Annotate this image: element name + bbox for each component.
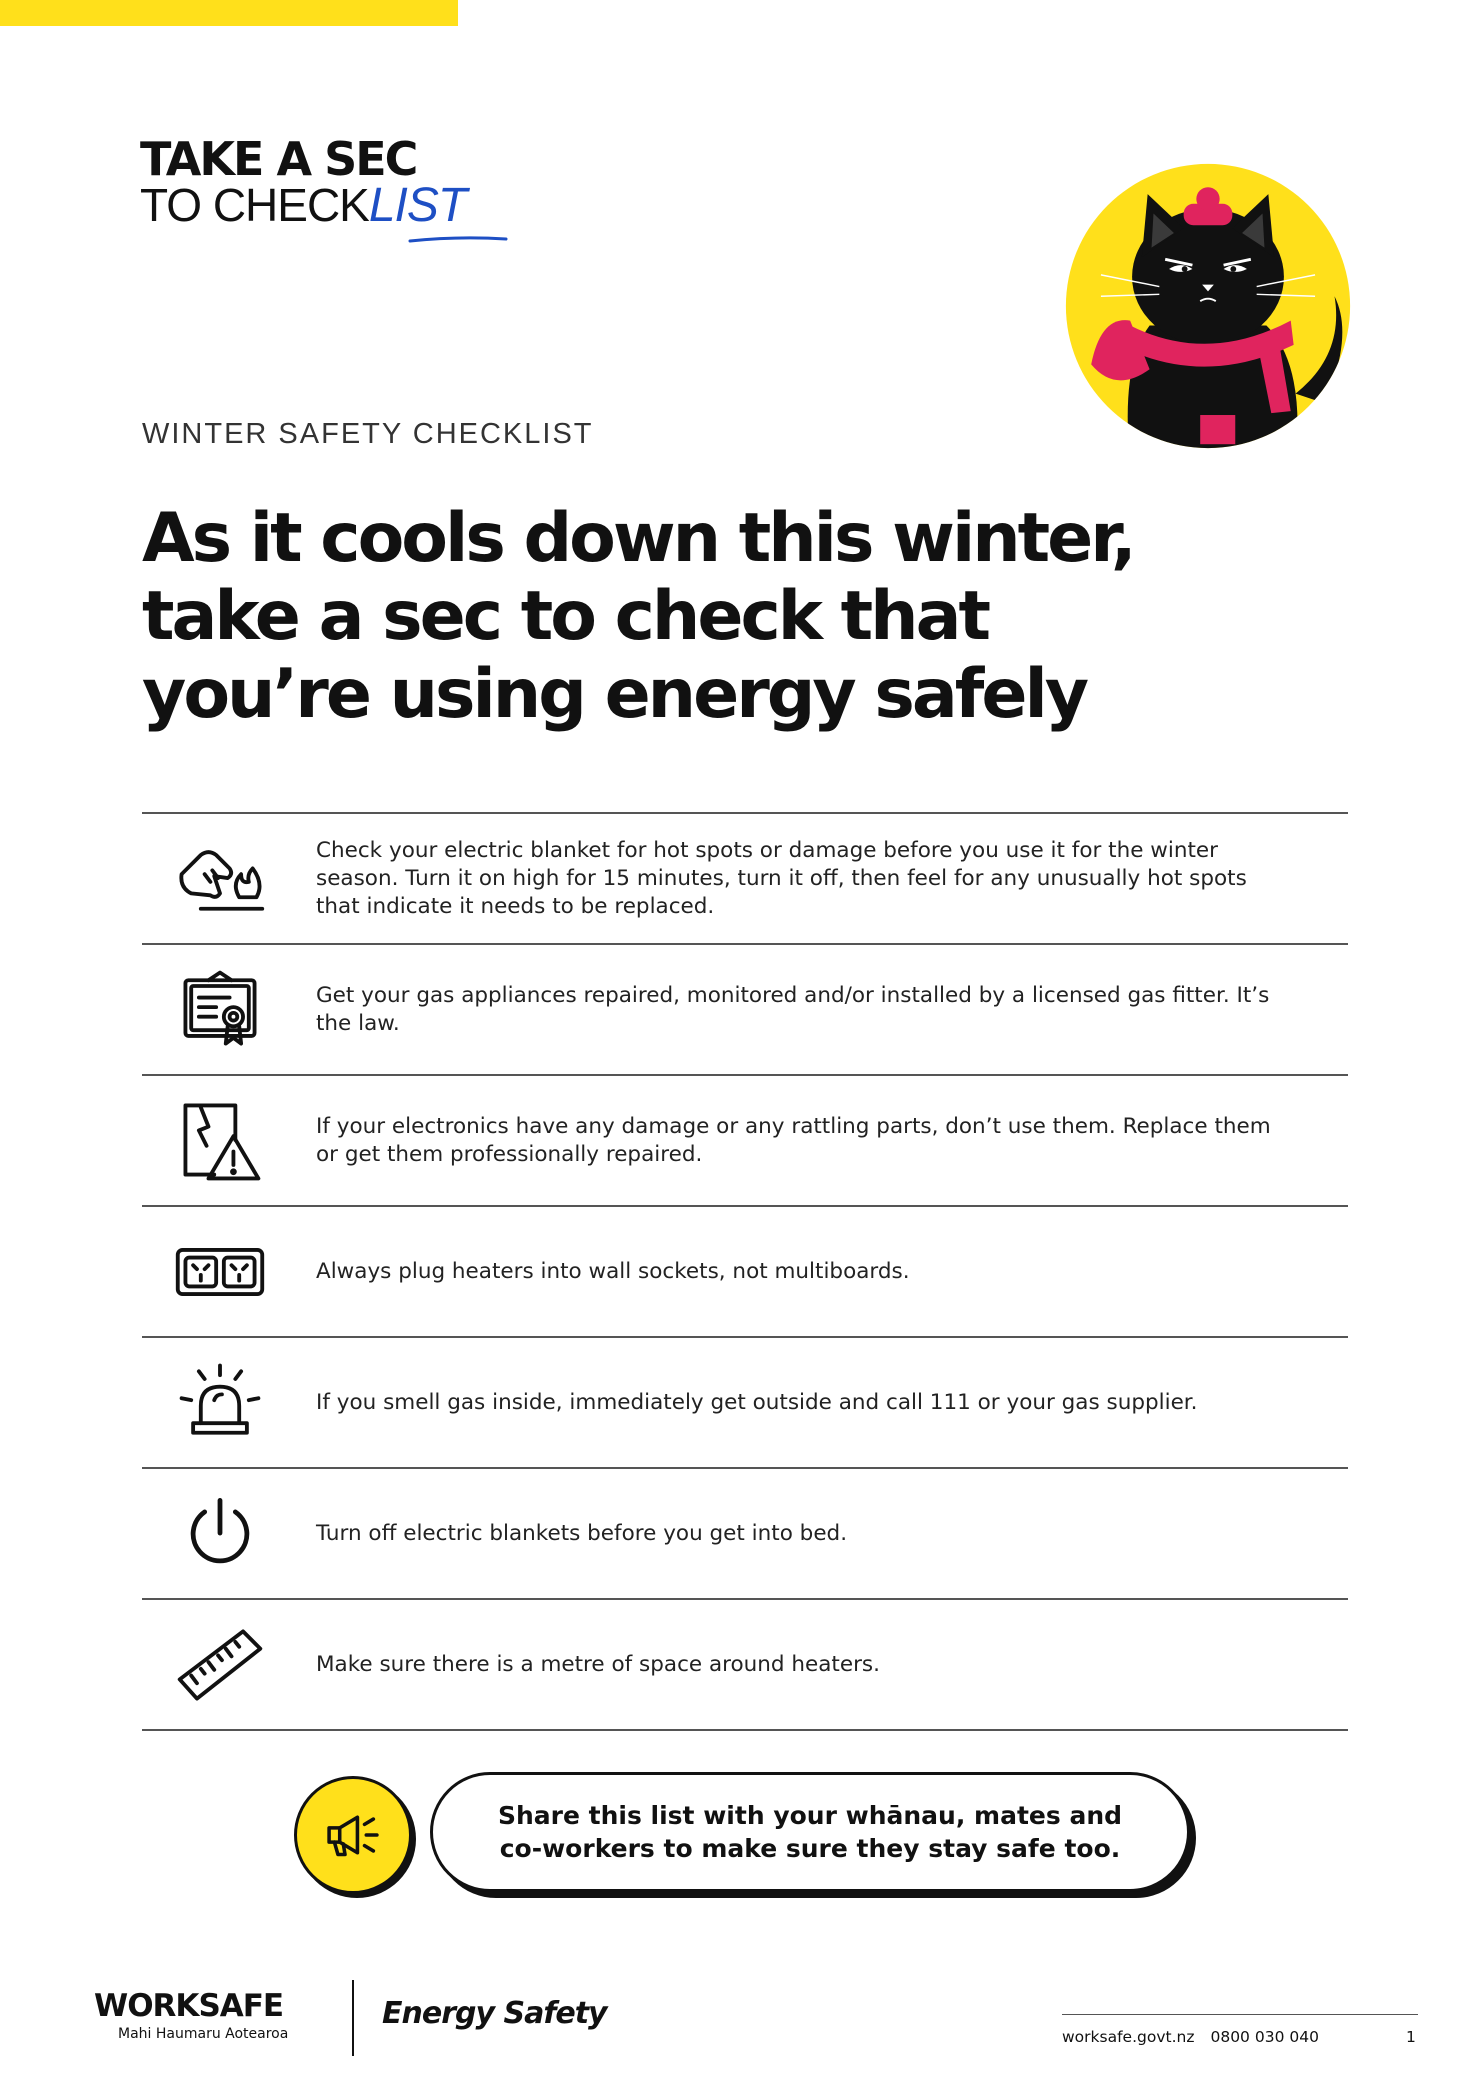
checklist-kicker: WINTER SAFETY CHECKLIST [142,418,594,450]
checklist-item-text: If your electronics have any damage or any rattling parts, don’t use them. Replace them or get them professionally repaired. [316,1113,1271,1167]
hand-touching-blanket-icon [170,834,270,924]
headline-line2: take a sec to check that [142,577,988,656]
share-line2: co-workers to make sure they stay safe too. [499,1834,1121,1863]
footer-divider [352,1980,354,2056]
headline-line3: you’re using energy safely [142,655,1087,734]
logo-line1: TAKE A SEC [140,132,417,186]
checklist-item-text: Turn off electric blankets before you get into bed. [316,1520,848,1546]
ruler-icon [170,1620,270,1710]
checklist-item-text: Make sure there is a metre of space around heaters. [316,1651,880,1677]
wall-socket-icon [170,1227,270,1317]
winter-cat-illustration [1062,160,1354,452]
share-callout [290,1772,1200,1904]
share-line1: Share this list with your whānau, mates and [497,1801,1123,1830]
logo-list-word: LIST [368,179,467,232]
energy-safety-wordmark: Energy Safety [382,1996,607,2031]
checklist-item-text: Get your gas appliances repaired, monitored and/or installed by a licensed gas fitter. It’s the law. [316,982,1270,1036]
logo-line2: TO CHECKLIST [140,179,467,232]
footer-rule [1062,2014,1418,2015]
take-a-sec-logo [140,132,540,246]
footer-contact [1062,2028,1319,2046]
damaged-device-warning-icon [170,1096,270,1186]
worksafe-wordmark: WORKSAFE [94,1988,284,2024]
headline-line1: As it cools down this winter, [142,499,1134,578]
checklist-item [142,1207,1348,1338]
checklist-item-text: If you smell gas inside, immediately get outside and call 111 or your gas supplier. [316,1389,1198,1415]
footer-website[interactable]: worksafe.govt.nz [1062,2028,1195,2046]
checklist-item-text: Always plug heaters into wall sockets, not multiboards. [316,1258,910,1284]
logo-underline-icon [408,234,508,244]
checklist [142,812,1348,1731]
share-message-pill [430,1772,1190,1892]
certificate-icon [170,965,270,1055]
share-message [498,1799,1122,1865]
checklist-item [142,1076,1348,1207]
power-button-icon [170,1489,270,1579]
page-number: 1 [1406,2028,1416,2046]
checklist-item [142,1600,1348,1731]
footer-phone: 0800 030 040 [1210,2028,1319,2046]
checklist-item [142,1469,1348,1600]
megaphone-icon [294,1776,412,1894]
top-accent-bar [0,0,458,26]
worksafe-logo [94,1990,288,2042]
worksafe-tagline: Mahi Haumaru Aotearoa [118,2026,289,2042]
checklist-item-text: Check your electric blanket for hot spots or damage before you use it for the winter season. Turn it on high for 15 minutes, turn it off, then feel for any unusually hot spots that indicate it needs to be replaced. [316,837,1247,919]
checklist-item [142,1338,1348,1469]
headline [142,500,1322,734]
checklist-item [142,814,1348,945]
checklist-item [142,945,1348,1076]
alarm-siren-icon [170,1358,270,1448]
